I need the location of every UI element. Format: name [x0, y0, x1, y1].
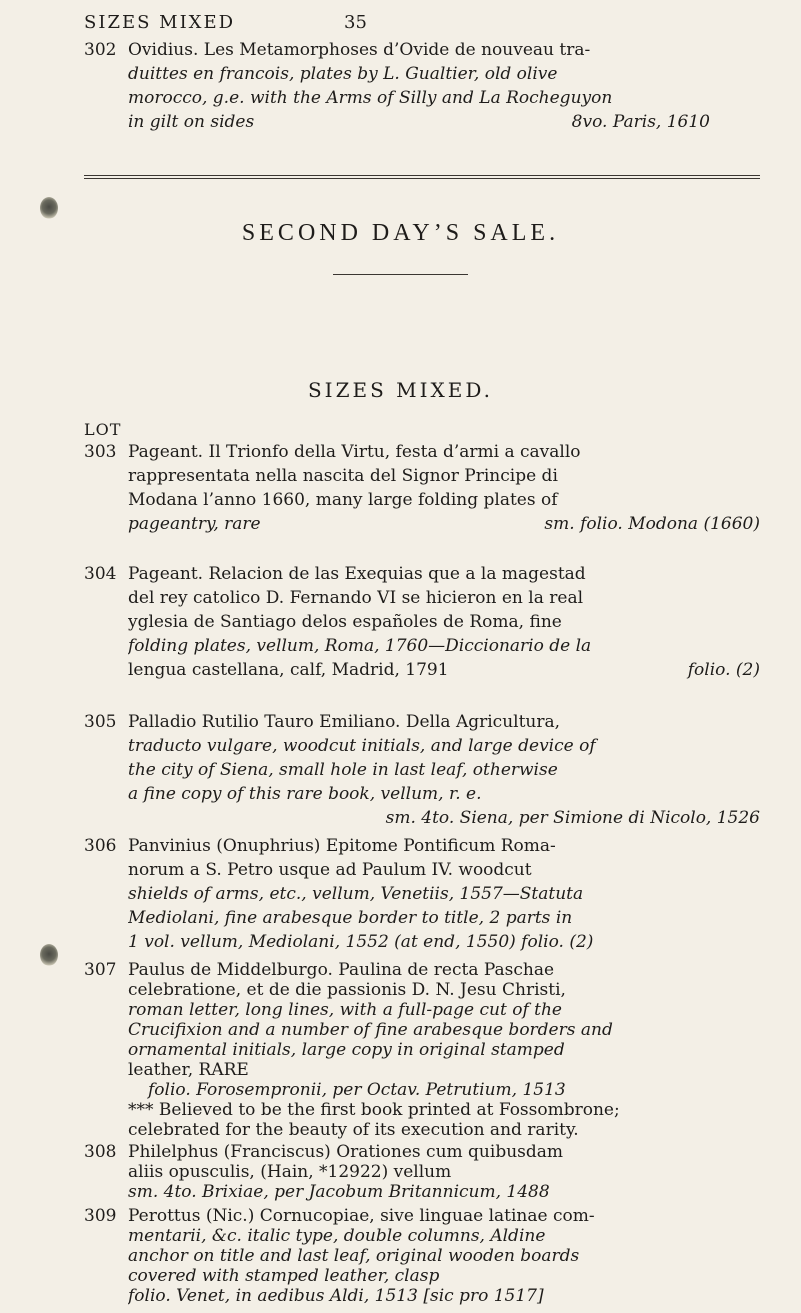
lot-line: yglesia de Santiago delos españoles de Roma, fine	[128, 612, 562, 632]
lot-line: Crucifixion and a number of fine arabesque borders and	[128, 1020, 613, 1040]
lot-column-label: LOT	[84, 420, 122, 439]
lot-line: anchor on title and last leaf, original wooden boards	[128, 1246, 580, 1266]
lot-imprint: folio. Forosempronii, per Octav. Petrutium, 1513	[148, 1080, 566, 1100]
lot-number: 306	[84, 836, 117, 856]
lot-line: ornamental initials, large copy in original stamped	[128, 1040, 565, 1060]
lot-line: norum a S. Petro usque ad Paulum IV. woodcut	[128, 860, 532, 880]
binding-hole-mark	[40, 197, 58, 219]
lot-309	[84, 1206, 760, 1306]
lot-307	[84, 960, 760, 1140]
lot-line: morocco, g.e. with the Arms of Silly and La Rocheguyon	[128, 88, 613, 108]
lot-306	[84, 834, 760, 954]
lot-line: roman letter, long lines, with a full-page cut of the	[128, 1000, 562, 1020]
lot-line: Philelphus (Franciscus) Orationes cum quibusdam	[128, 1142, 564, 1162]
lot-line: folding plates, vellum, Roma, 1760—Diccionario de la	[128, 636, 592, 656]
lot-imprint: 8vo. Paris, 1610	[571, 112, 710, 132]
lot-line: leather, RARE	[128, 1060, 249, 1080]
lot-line: celebratione, et de die passionis D. N. Jesu Christi,	[128, 980, 566, 1000]
lot-line: Ovidius. Les Metamorphoses d’Ovide de nouveau tra-	[128, 40, 591, 60]
lot-line: aliis opusculis, (Hain, *12922) vellum	[128, 1162, 452, 1182]
lot-number: 302	[84, 40, 117, 60]
lot-imprint: sm. 4to. Siena, per Simione di Nicolo, 1526	[385, 808, 760, 828]
binding-hole-mark	[40, 944, 58, 966]
lot-number: 305	[84, 712, 117, 732]
lot-imprint: folio. (2)	[687, 660, 760, 680]
lot-line: shields of arms, etc., vellum, Venetiis, 1557—Statuta	[128, 884, 584, 904]
lot-number: 308	[84, 1142, 117, 1162]
lot-line: Perottus (Nic.) Cornucopiae, sive linguae latinae com-	[128, 1206, 595, 1226]
lot-line: a fine copy of this rare book, vellum, r. e.	[128, 784, 482, 804]
lot-line: lengua castellana, calf, Madrid, 1791	[128, 660, 449, 680]
lot-line-with-imprint	[128, 110, 760, 134]
lot-number: 303	[84, 442, 117, 462]
lot-line: del rey catolico D. Fernando VI se hicieron en la real	[128, 588, 584, 608]
lot-line: Modana l’anno 1660, many large folding plates of	[128, 490, 558, 510]
lot-imprint: sm. folio. Modona (1660)	[544, 514, 760, 534]
section-divider	[84, 175, 760, 176]
lot-302	[84, 38, 760, 134]
lot-304	[84, 562, 760, 682]
lot-line: Palladio Rutilio Tauro Emiliano. Della Agricultura,	[128, 712, 561, 732]
lot-note: celebrated for the beauty of its execution and rarity.	[128, 1120, 579, 1140]
section-title: SECOND DAY’S SALE.	[241, 220, 560, 246]
lot-line: duittes en francois, plates by L. Gualtier, old olive	[128, 64, 558, 84]
lot-line: Paulus de Middelburgo. Paulina de recta Paschae	[128, 960, 555, 980]
lot-308	[84, 1142, 760, 1202]
page-number: 35	[344, 12, 367, 33]
lot-line: Mediolani, fine arabesque border to title, 2 parts in	[128, 908, 573, 928]
lot-line: Pageant. Il Trionfo della Virtu, festa d’armi a cavallo	[128, 442, 581, 462]
running-head-title: SIZES MIXED	[84, 12, 236, 33]
section-divider	[84, 178, 760, 179]
lot-number: 309	[84, 1206, 117, 1226]
running-head	[84, 12, 684, 33]
title-underline	[333, 274, 468, 275]
section-subtitle: SIZES MIXED.	[307, 378, 494, 402]
lot-line: rappresentata nella nascita del Signor Principe di	[128, 466, 558, 486]
lot-305	[84, 710, 760, 830]
lot-line: Panvinius (Onuphrius) Epitome Pontificum Roma-	[128, 836, 556, 856]
lot-line: 1 vol. vellum, Mediolani, 1552 (at end, 1550) folio. (2)	[128, 932, 594, 952]
lot-line-with-imprint	[128, 512, 760, 536]
lot-line: the city of Siena, small hole in last leaf, otherwise	[128, 760, 558, 780]
lot-line: Pageant. Relacion de las Exequias que a la magestad	[128, 564, 586, 584]
lot-line: covered with stamped leather, clasp	[128, 1266, 440, 1286]
lot-line: mentarii, &c. italic type, double columns, Aldine	[128, 1226, 546, 1246]
lot-line: traducto vulgare, woodcut initials, and large device of	[128, 736, 596, 756]
lot-note: *** Believed to be the first book printed at Fossombrone;	[128, 1100, 620, 1120]
lot-line: in gilt on sides	[128, 112, 255, 132]
lot-line: folio. Venet, in aedibus Aldi, 1513 [sic pro 1517]	[128, 1286, 544, 1306]
lot-line-with-imprint	[128, 658, 760, 682]
lot-number: 307	[84, 960, 117, 980]
lot-line: sm. 4to. Brixiae, per Jacobum Britannicum, 1488	[128, 1182, 550, 1202]
lot-line: pageantry, rare	[128, 514, 261, 534]
lot-303	[84, 440, 760, 536]
lot-number: 304	[84, 564, 117, 584]
